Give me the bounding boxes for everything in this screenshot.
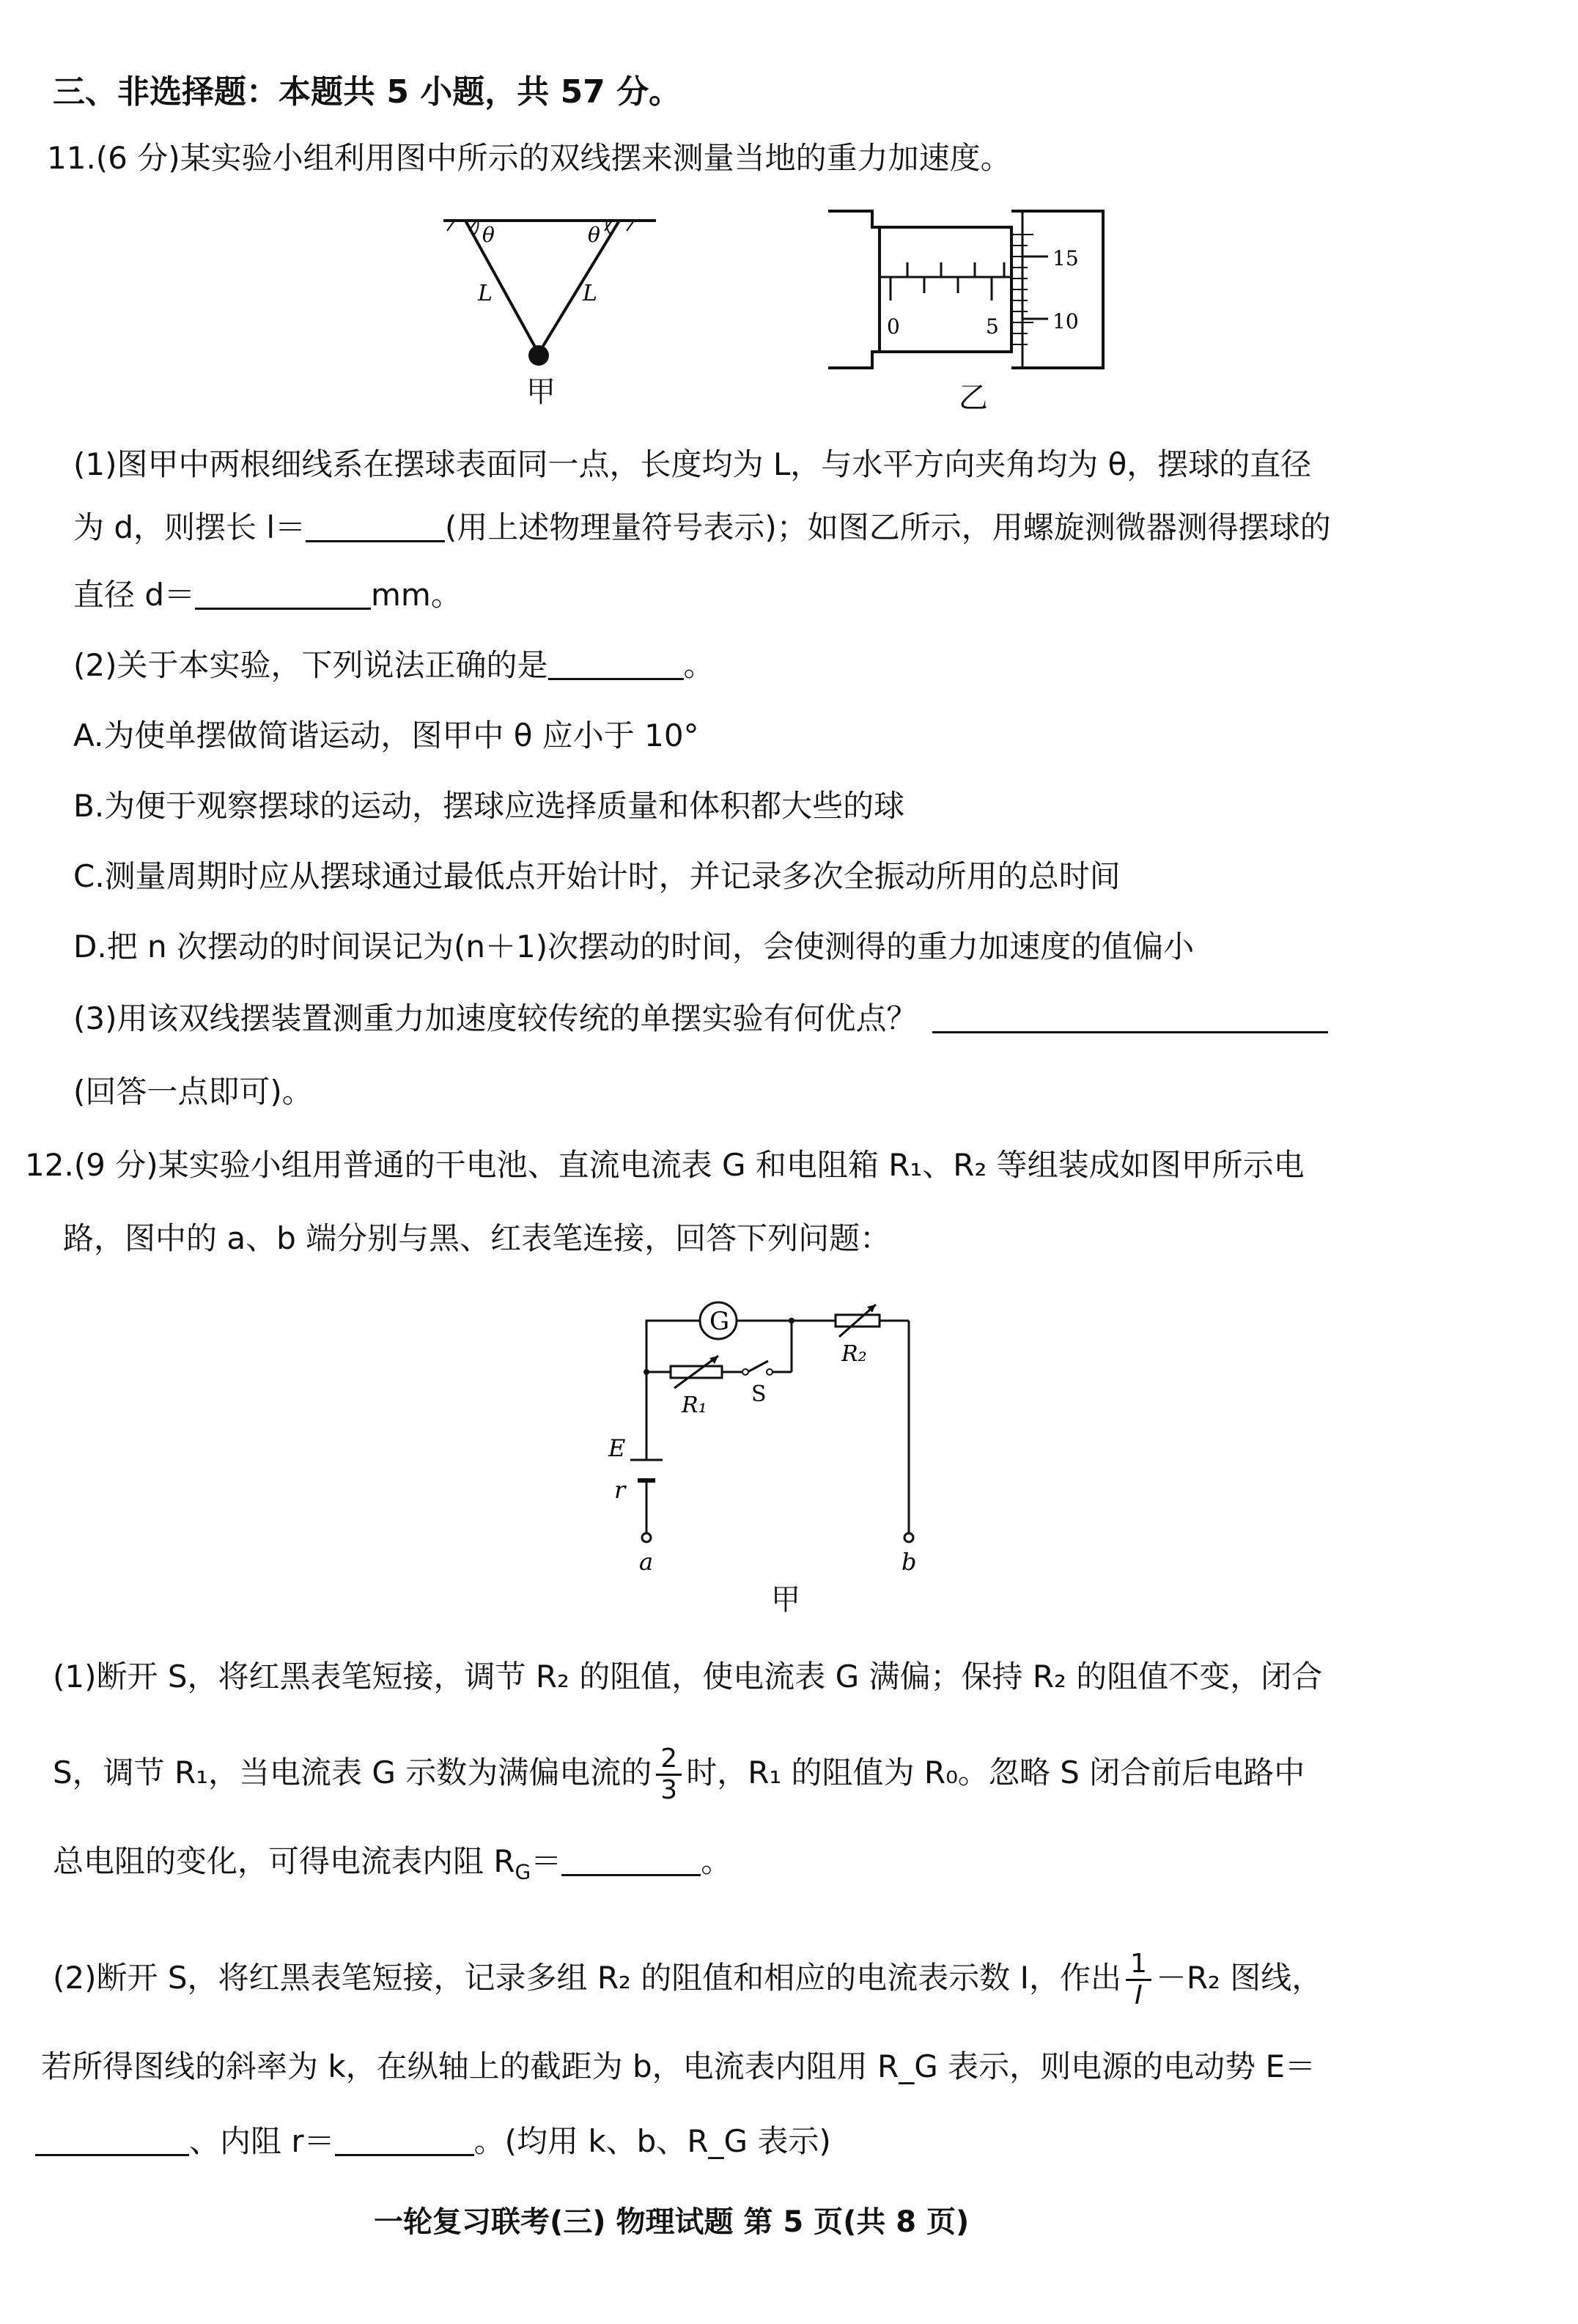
scale-10-label: 10 bbox=[1052, 309, 1079, 333]
length-right-label: L bbox=[583, 281, 597, 306]
q11-part3-line1: (3)用该双线摆装置测重力加速度较传统的单摆实验有何优点？ bbox=[73, 998, 1328, 1039]
q12-circuit-diagram bbox=[601, 1291, 931, 1592]
q11-option-c: C.测量周期时应从摆球通过最低点开始计时，并记录多次全振动所用的总时间 bbox=[73, 858, 1121, 894]
q12-part2-line2: 若所得图线的斜率为 k，在纵轴上的截距为 b，电流表内阻用 R_G 表示，则电源的电动势 E＝ bbox=[41, 2048, 1316, 2084]
scale-5-label: 5 bbox=[986, 314, 999, 339]
q11-part1-line1: (1)图甲中两根细线系在摆球表面同一点，长度均为 L，与水平方向夹角均为 θ，摆球的直径 bbox=[73, 446, 1312, 482]
answer-blank-diameter[interactable] bbox=[195, 575, 371, 610]
section-header: 三、非选择题：本题共 5 小题，共 57 分。 bbox=[53, 73, 682, 111]
page-footer: 一轮复习联考(三) 物理试题 第 5 页(共 8 页) bbox=[374, 2205, 970, 2239]
q11-figure-a-caption: 甲 bbox=[526, 375, 556, 409]
answer-blank-internal-r[interactable] bbox=[335, 2122, 474, 2156]
q11-figure-a-pendulum bbox=[432, 209, 667, 377]
q12-stem-line2: 路，图中的 a、b 端分别与黑、红表笔连接，回答下列问题： bbox=[63, 1220, 891, 1256]
q12-part1-line1: (1)断开 S，将红黑表笔短接，调节 R₂ 的阻值，使电流表 G 满偏；保持 R₂ 的阻值不变，闭合 bbox=[53, 1659, 1323, 1694]
q11-part2-line: (2)关于本实验，下列说法正确的是 。 bbox=[73, 647, 715, 683]
q11-figure-b-caption: 乙 bbox=[959, 381, 988, 415]
q12-part1-line3: 总电阻的变化，可得电流表内阻 $R_G=$ 。 bbox=[53, 1843, 732, 1884]
q12-part2-line1: (2)断开 S，将红黑表笔短接，记录多组 R₂ 的阻值和相应的电流表示数 I，作出 $\frac{1}{I}$ －R₂ 图线， bbox=[53, 1949, 1323, 2010]
pendulum-bob bbox=[528, 345, 549, 366]
terminal-b-label: b bbox=[902, 1548, 917, 1576]
length-left-label: L bbox=[478, 281, 493, 306]
q11-stem: 11.(6 分)某实验小组利用图中所示的双线摆来测量当地的重力加速度。 bbox=[47, 140, 1011, 176]
fraction-two-thirds: $\frac{2}{3}$ bbox=[656, 1744, 682, 1805]
q11-figure-b-micrometer bbox=[821, 205, 1114, 374]
scale-0-label: 0 bbox=[887, 314, 900, 339]
theta-right-label: θ bbox=[588, 223, 600, 247]
answer-blank-advantage[interactable] bbox=[932, 999, 1328, 1033]
theta-left-label: θ bbox=[482, 223, 495, 247]
q11-option-a: A.为使单摆做简谐运动，图甲中 θ 应小于 10° bbox=[73, 718, 699, 753]
q12-circuit-caption: 甲 bbox=[771, 1583, 800, 1617]
answer-blank-choice[interactable] bbox=[548, 646, 684, 680]
scale-15-label: 15 bbox=[1052, 246, 1079, 270]
emf-label: E bbox=[608, 1434, 626, 1462]
internal-r-label: r bbox=[614, 1476, 626, 1504]
r2-label: R₂ bbox=[841, 1341, 867, 1367]
terminal-a bbox=[642, 1533, 651, 1542]
q11-part1-line3: 直径 d＝ mm。 bbox=[73, 577, 462, 613]
answer-blank-pendulum-length[interactable] bbox=[306, 508, 445, 542]
terminal-b bbox=[904, 1533, 913, 1542]
terminal-a-label: a bbox=[639, 1548, 654, 1576]
q11-option-b: B.为便于观察摆球的运动，摆球应选择质量和体积都大些的球 bbox=[73, 788, 905, 824]
q11-part1-line2: 为 d，则摆长 l＝ (用上述物理量符号表示)；如图乙所示，用螺旋测微器测得摆球的 bbox=[73, 509, 1331, 545]
fraction-one-over-i: $\frac{1}{I}$ bbox=[1126, 1949, 1151, 2010]
r1-label: R₁ bbox=[682, 1392, 707, 1418]
q11-part3-line2: (回答一点即可)。 bbox=[73, 1074, 313, 1110]
q12-part2-line3: 、内阻 r＝ 。(均用 k、b、R_G 表示) bbox=[35, 2121, 831, 2162]
q12-part1-line2: S，调节 R₁，当电流表 G 示数为满偏电流的 $\frac{2}{3}$ 时，R₁ 的阻值为 R₀。忽略 S 闭合前后电路中 bbox=[53, 1744, 1305, 1805]
q12-stem-line1: 12.(9 分)某实验小组用普通的干电池、直流电流表 G 和电阻箱 R₁、R₂ 等组装成如图甲所示电 bbox=[25, 1147, 1305, 1183]
switch-label: S bbox=[751, 1382, 767, 1407]
galvanometer-label: G bbox=[709, 1307, 730, 1336]
q11-option-d: D.把 n 次摆动的时间误记为(n＋1)次摆动的时间，会使测得的重力加速度的值偏小 bbox=[73, 929, 1195, 964]
answer-blank-emf[interactable] bbox=[35, 2122, 189, 2156]
answer-blank-rg[interactable] bbox=[561, 1842, 701, 1876]
